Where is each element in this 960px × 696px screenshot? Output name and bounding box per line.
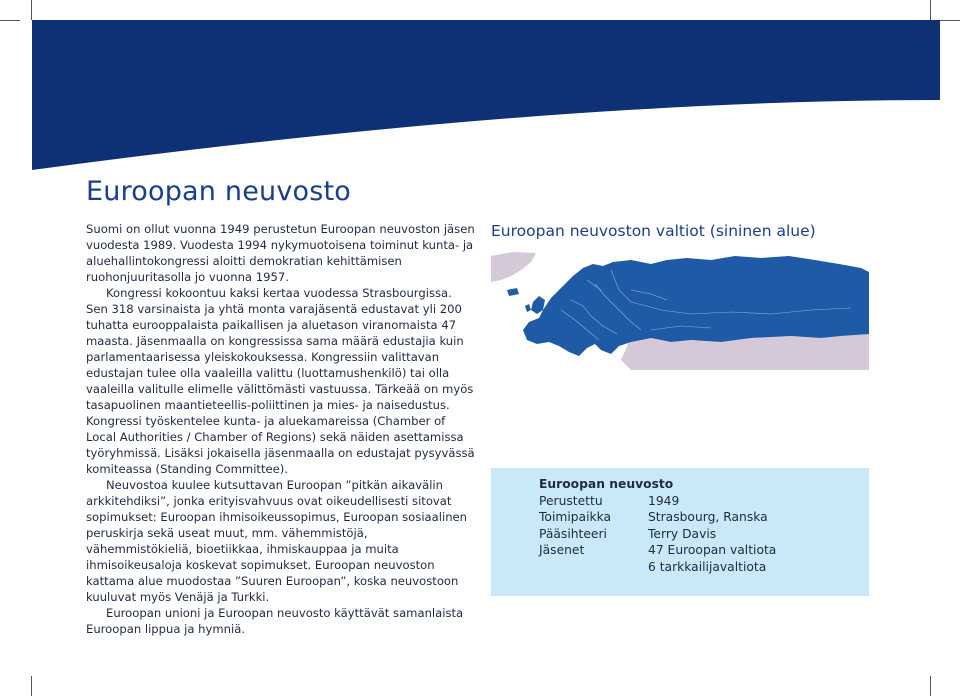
fact-row (539, 526, 869, 543)
crop-mark (31, 0, 32, 20)
crop-mark (31, 676, 32, 696)
crop-mark (940, 20, 960, 21)
fact-value: Strasbourg, Ranska (648, 510, 768, 524)
paragraph: Kongressi kokoontuu kaksi kertaa vuodessa Strasbourgissa. Sen 318 varsinaista ja yhtä monta varajäsentä edustavat yli 200 tuhatta eurooppalaista paikallisen ja aluetason viranomaista 47 maasta. Jäsenmaalla on kongressissa sama määrä edustajia kuin parlamentaarisessa yleiskokouksessa. Kongressiin valittavan edustajan tulee olla vaaleilla valittu (luottamushenkilö) tai olla vaaleilla valitulle elimelle välittömästi vastuussa. Tärkeää on myös tasapuolinen maantieteellis-poliittinen ja mies- ja naisedustus. Kongressi työskentelee kunta- ja aluekamareissa (Chamber of Local Authorities / Chamber of Regions) sekä näiden asettamissa työryhmissä. Lisäksi jokaisella jäsenmaalla on edustajat pysyvässä komiteassa (Standing Committee). (86, 286, 475, 476)
crop-mark (930, 676, 931, 696)
fact-row (539, 493, 869, 510)
fact-label: Jäsenet (539, 543, 585, 557)
fact-row (539, 559, 869, 576)
fact-label: Pääsihteeri (539, 526, 607, 541)
fact-value: 1949 (648, 493, 680, 508)
fact-row (539, 509, 869, 526)
fact-value: 6 tarkkailijavaltiota (648, 559, 767, 574)
europe-map (491, 250, 869, 370)
fact-label-spacer (539, 559, 648, 576)
fact-value: 47 Euroopan valtiota (648, 543, 777, 557)
paragraph: Euroopan unioni ja Euroopan neuvosto käyttävät samanlaista Euroopan lippua ja hymniä. (86, 606, 464, 636)
map-land-greenland (491, 252, 536, 282)
fact-value: Terry Davis (648, 526, 717, 541)
fact-label: Perustettu (539, 493, 603, 508)
paragraph: Suomi on ollut vuonna 1949 perustetun Euroopan neuvoston jäsen vuodesta 1989. Vuodesta 1994 nykymuotoisena toiminut kunta- ja aluehallintokongressi aloitti demokratian kehittämisen ruohonjuuritasolla jo vuonna 1957. (86, 222, 475, 284)
fact-label: Toimipaikka (539, 510, 612, 524)
crop-mark (0, 20, 20, 21)
paragraph: Neuvostoa kuulee kutsuttavan Euroopan ”pitkän aikavälin arkkitehdiksi”, jonka erityisvahvuus ovat oikeudellisesti sitovat sopimukset: Euroopan ihmisoikeussopimus, Euroopan sosiaalinen peruskirja sekä useat muut, mm. vähemmistöjä, vähemmistökieliä, bioetiikkaa, ihmiskauppaa ja muita ihmisoikeusaloja koskevat sopimukset. Euroopan neuvoston kattama alue muodostaa ”Suuren Euroopan”, koska neuvostoon kuuluvat myös Venäjä ja Turkki. (86, 478, 468, 604)
fact-row (539, 542, 869, 559)
header-banner (32, 20, 940, 180)
fact-box-heading: Euroopan neuvosto (539, 477, 674, 491)
map-member-isles (507, 288, 545, 314)
crop-mark (930, 0, 931, 20)
page-title: Euroopan neuvosto (86, 176, 352, 207)
map-title: Euroopan neuvoston valtiot (sininen alue) (491, 222, 816, 240)
fact-box (491, 468, 869, 596)
body-text (86, 221, 476, 637)
